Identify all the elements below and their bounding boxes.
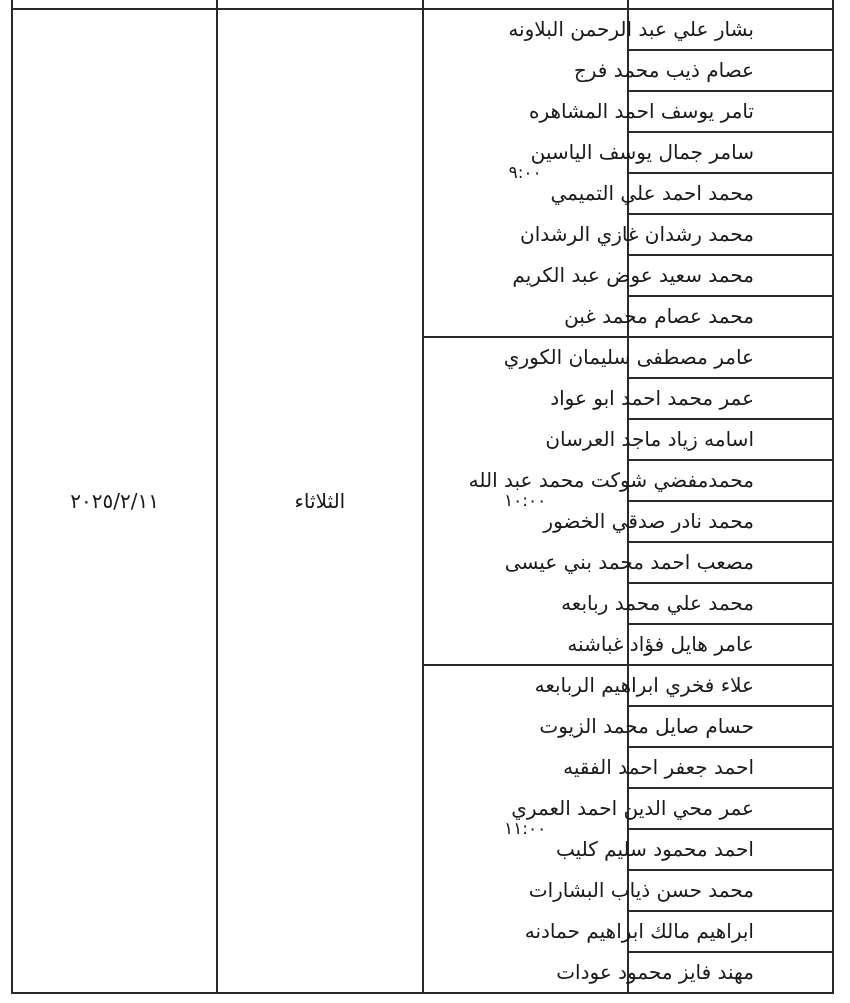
time-slot-cell: ١٠:٠٠ [423,337,628,665]
name-cell: سامر جمال يوسف الياسين [628,132,833,173]
name-cell: اسامه زياد ماجد العرسان [628,419,833,460]
name-cell: حسام صايل محمد الزيوت [628,706,833,747]
time-slot-cell: ١١:٠٠ [423,665,628,993]
name-cell: محمد احمد علي التميمي [628,173,833,214]
name-cell: احمد جعفر احمد الفقيه [628,747,833,788]
name-cell: ابراهيم مالك ابراهيم حمادنه [628,911,833,952]
name-cell: تامر يوسف احمد المشاهره [628,91,833,132]
table-row [12,9,833,50]
name-cell: احمد محمود سليم كليب [628,829,833,870]
name-cell: عمر محي الدين احمد العمري [628,788,833,829]
strip-time [423,0,628,9]
name-cell: مصعب احمد محمد بني عيسى [628,542,833,583]
strip-name [628,0,833,9]
strip-date [12,0,217,9]
name-cell: محمد حسن ذياب البشارات [628,870,833,911]
strip-day [217,0,422,9]
schedule-table [11,0,834,994]
name-cell: محمدمفضي شوكت محمد عبد الله [628,460,833,501]
name-cell: محمد علي محمد ربابعه [628,583,833,624]
name-cell: علاء فخري ابراهيم الربابعه [628,665,833,706]
schedule-body [12,0,833,993]
name-cell: محمد رشدان غازي الرشدان [628,214,833,255]
name-cell: عامر مصطفى سليمان الكوري [628,337,833,378]
previous-section-border [12,0,833,9]
time-slot-cell: ٩:٠٠ [423,9,628,337]
name-cell: محمد عصام محمد غبن [628,296,833,337]
name-cell: عامر هايل فؤاد غباشنه [628,624,833,665]
name-cell: عصام ذيب محمد فرج [628,50,833,91]
name-cell: مهند فايز محمود عودات [628,952,833,993]
day-cell: الثلاثاء [217,9,422,993]
name-cell: عمر محمد احمد ابو عواد [628,378,833,419]
date-cell: ٢٠٢٥/٢/١١ [12,9,217,993]
name-cell: محمد سعيد عوض عبد الكريم [628,255,833,296]
name-cell: محمد نادر صدقي الخضور [628,501,833,542]
name-cell: بشار علي عبد الرحمن البلاونه [628,9,833,50]
